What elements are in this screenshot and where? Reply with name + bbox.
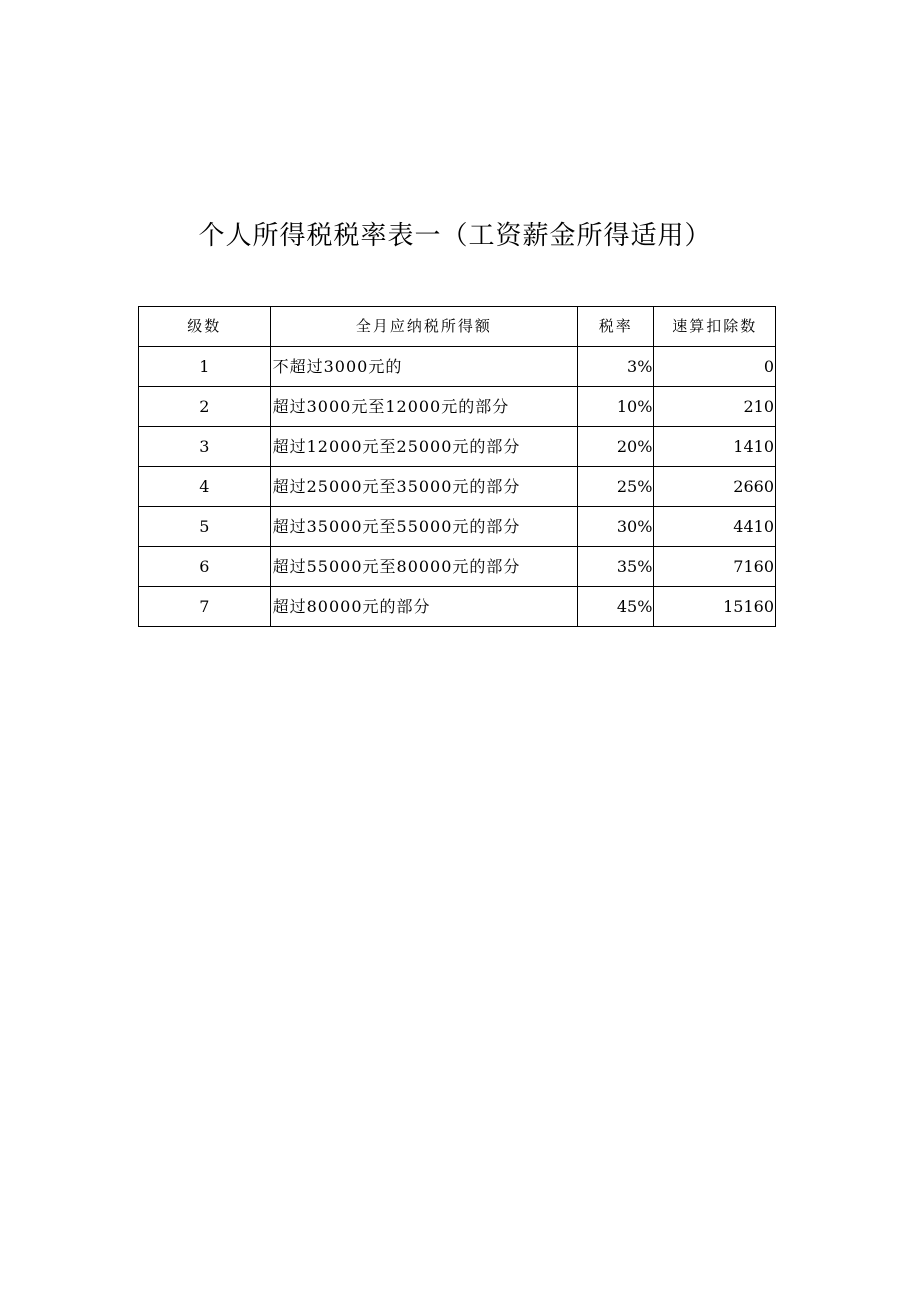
cell-income: 超过80000元的部分 [270,587,577,627]
cell-income: 不超过3000元的 [270,347,577,387]
cell-rate: 3% [578,347,654,387]
cell-rate: 10% [578,387,654,427]
table-row [139,347,776,387]
table-row [139,427,776,467]
cell-rate: 30% [578,507,654,547]
cell-income: 超过55000元至80000元的部分 [270,547,577,587]
table-row [139,547,776,587]
cell-level: 6 [139,547,271,587]
cell-rate: 20% [578,427,654,467]
header-deduction: 速算扣除数 [654,307,776,347]
cell-deduction: 2660 [654,467,776,507]
cell-deduction: 0 [654,347,776,387]
cell-level: 1 [139,347,271,387]
cell-deduction: 1410 [654,427,776,467]
cell-deduction: 15160 [654,587,776,627]
table-row [139,507,776,547]
header-rate: 税率 [578,307,654,347]
table-row [139,587,776,627]
header-income: 全月应纳税所得额 [270,307,577,347]
cell-level: 5 [139,507,271,547]
cell-level: 3 [139,427,271,467]
table-header-row [139,307,776,347]
page-title: 个人所得税税率表一（工资薪金所得适用） [198,221,712,251]
table-row [139,467,776,507]
header-level: 级数 [139,307,271,347]
cell-income: 超过25000元至35000元的部分 [270,467,577,507]
cell-level: 7 [139,587,271,627]
cell-level: 2 [139,387,271,427]
cell-rate: 25% [578,467,654,507]
cell-income: 超过35000元至55000元的部分 [270,507,577,547]
cell-deduction: 210 [654,387,776,427]
cell-rate: 35% [578,547,654,587]
cell-income: 超过3000元至12000元的部分 [270,387,577,427]
tax-rate-table [138,306,776,627]
cell-rate: 45% [578,587,654,627]
table-row [139,387,776,427]
cell-level: 4 [139,467,271,507]
cell-income: 超过12000元至25000元的部分 [270,427,577,467]
cell-deduction: 4410 [654,507,776,547]
cell-deduction: 7160 [654,547,776,587]
